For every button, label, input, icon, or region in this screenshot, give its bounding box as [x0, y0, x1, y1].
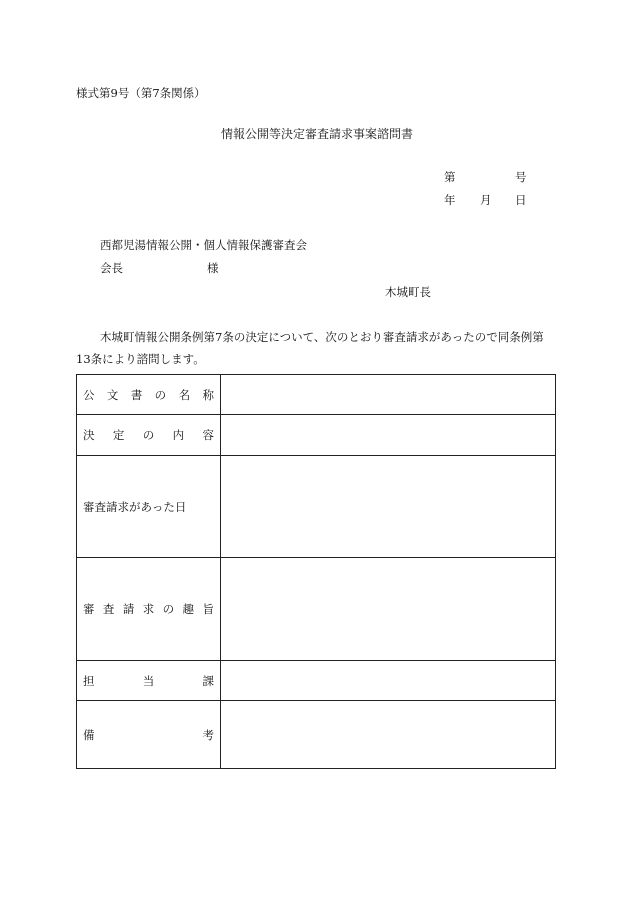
table-row — [77, 375, 556, 415]
number-suffix: 号 — [515, 170, 527, 184]
table-row — [77, 415, 556, 456]
row-label-cell — [77, 375, 221, 415]
row-label — [83, 387, 214, 403]
label-char: 文 — [106, 387, 119, 402]
table-row — [77, 456, 556, 558]
request-purpose-field[interactable] — [221, 558, 556, 661]
row-label — [83, 727, 214, 743]
row-label-cell — [77, 456, 221, 558]
label-char: 求 — [142, 602, 155, 616]
addressee-honorific: 様 — [207, 261, 219, 275]
request-date-field[interactable] — [221, 456, 556, 558]
label-char: 当 — [142, 673, 155, 688]
body-line-2: 13条により諮問します。 — [76, 352, 205, 366]
form-number: 様式第9号（第7条関係） — [76, 86, 206, 100]
label-char: 請 — [122, 602, 135, 616]
date-month: 月 — [480, 193, 492, 207]
document-title: 情報公開等決定審査請求事案諮問書 — [221, 127, 414, 141]
body-line-1: 木城町情報公開条例第7条の決定について、次のとおり審査請求があったので同条例第 — [100, 330, 544, 344]
addressee-org: 西都児湯情報公開・個人情報保護審査会 — [100, 238, 307, 252]
label-char: 名 — [178, 387, 191, 402]
addressee-chair: 会長 — [100, 261, 123, 275]
document-name-field[interactable] — [221, 375, 556, 415]
label-char: の — [142, 428, 155, 442]
row-label-cell — [77, 661, 221, 701]
label-char: 容 — [202, 428, 214, 442]
decision-content-field[interactable] — [221, 415, 556, 456]
row-label — [83, 601, 214, 617]
table-row — [77, 661, 556, 701]
label-char: 課 — [202, 673, 214, 688]
row-label — [83, 427, 214, 443]
label-char: 内 — [172, 428, 185, 442]
request-table — [76, 374, 556, 769]
label-char: 公 — [83, 387, 95, 402]
label-char: 査 — [102, 602, 115, 616]
label-char: 審 — [83, 602, 95, 616]
row-label: 審査請求があった日 — [83, 499, 187, 514]
department-field[interactable] — [221, 661, 556, 701]
date-year: 年 — [444, 193, 456, 207]
row-label — [83, 673, 214, 689]
label-char: 備 — [83, 727, 95, 742]
label-char: の — [154, 387, 167, 402]
table-row — [77, 558, 556, 661]
table-row — [77, 701, 556, 769]
label-char: の — [162, 602, 175, 616]
date-day: 日 — [515, 193, 527, 207]
sender: 木城町長 — [385, 285, 431, 299]
row-label-cell — [77, 558, 221, 661]
label-char: 趣 — [182, 602, 195, 616]
remarks-field[interactable] — [221, 701, 556, 769]
label-char: 考 — [202, 727, 214, 742]
row-label-cell — [77, 415, 221, 456]
number-prefix: 第 — [444, 170, 456, 184]
label-char: 旨 — [202, 602, 214, 616]
row-label-cell — [77, 701, 221, 769]
label-char: 称 — [202, 387, 214, 402]
label-char: 書 — [130, 387, 143, 402]
label-char: 担 — [83, 673, 95, 688]
label-char: 定 — [112, 428, 125, 442]
label-char: 決 — [83, 428, 95, 442]
